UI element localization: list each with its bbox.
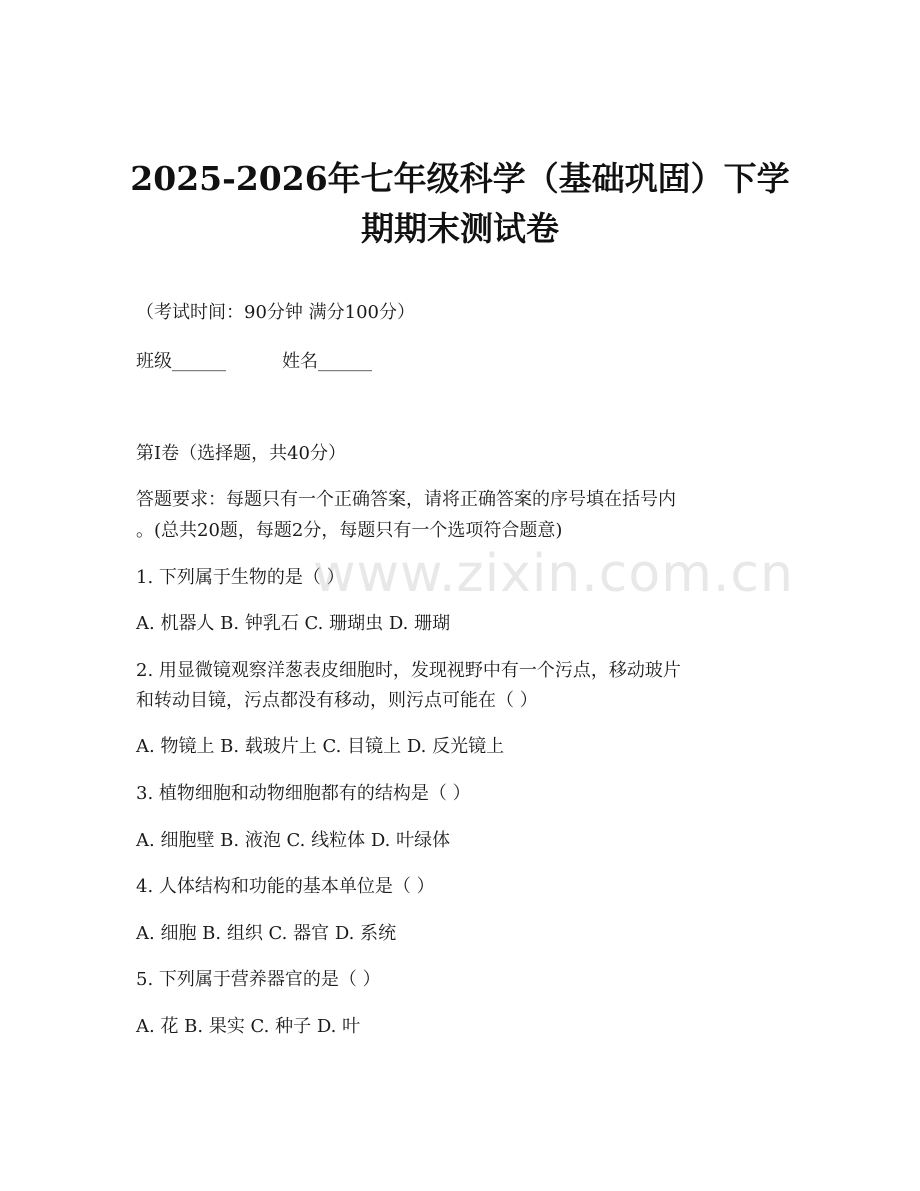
question-2-stem-line-1: 2. 用显微镜观察洋葱表皮细胞时，发现视野中有一个污点，移动玻片 <box>136 660 681 681</box>
name-field-label: 姓名______ <box>282 351 372 372</box>
question-5-stem: 5. 下列属于营养器官的是（ ） <box>136 969 381 990</box>
class-field-label: 班级______ <box>136 351 226 372</box>
question-3-options: A. 细胞壁 B. 液泡 C. 线粒体 D. 叶绿体 <box>136 830 451 851</box>
question-2-options: A. 物镜上 B. 载玻片上 C. 目镜上 D. 反光镜上 <box>136 736 505 757</box>
question-4-options: A. 细胞 B. 组织 C. 器官 D. 系统 <box>136 923 397 944</box>
question-2-stem-line-2: 和转动目镜，污点都没有移动，则污点可能在（ ） <box>136 690 538 711</box>
instructions-line-2: 。(总共20题，每题2分，每题只有一个选项符合题意) <box>136 520 563 541</box>
question-1-stem: 1. 下列属于生物的是（ ） <box>136 567 345 588</box>
section-header: 第I卷（选择题，共40分） <box>136 443 347 464</box>
question-1-options: A. 机器人 B. 钟乳石 C. 珊瑚虫 D. 珊瑚 <box>136 613 451 634</box>
question-4-stem: 4. 人体结构和功能的基本单位是（ ） <box>136 876 435 897</box>
question-3-stem: 3. 植物细胞和动物细胞都有的结构是（ ） <box>136 783 471 804</box>
page-title-line-1: 2025-2026年七年级科学（基础巩固）下学 <box>130 159 790 198</box>
instructions-line-1: 答题要求：每题只有一个正确答案，请将正确答案的序号填在括号内 <box>136 489 676 510</box>
page-title-line-2: 期期末测试卷 <box>361 209 559 248</box>
exam-info: （考试时间：90分钟 满分100分） <box>136 302 415 323</box>
student-info-row <box>136 353 372 371</box>
question-5-options: A. 花 B. 果实 C. 种子 D. 叶 <box>136 1016 361 1037</box>
watermark: www.zixin.com.cn <box>313 544 794 604</box>
